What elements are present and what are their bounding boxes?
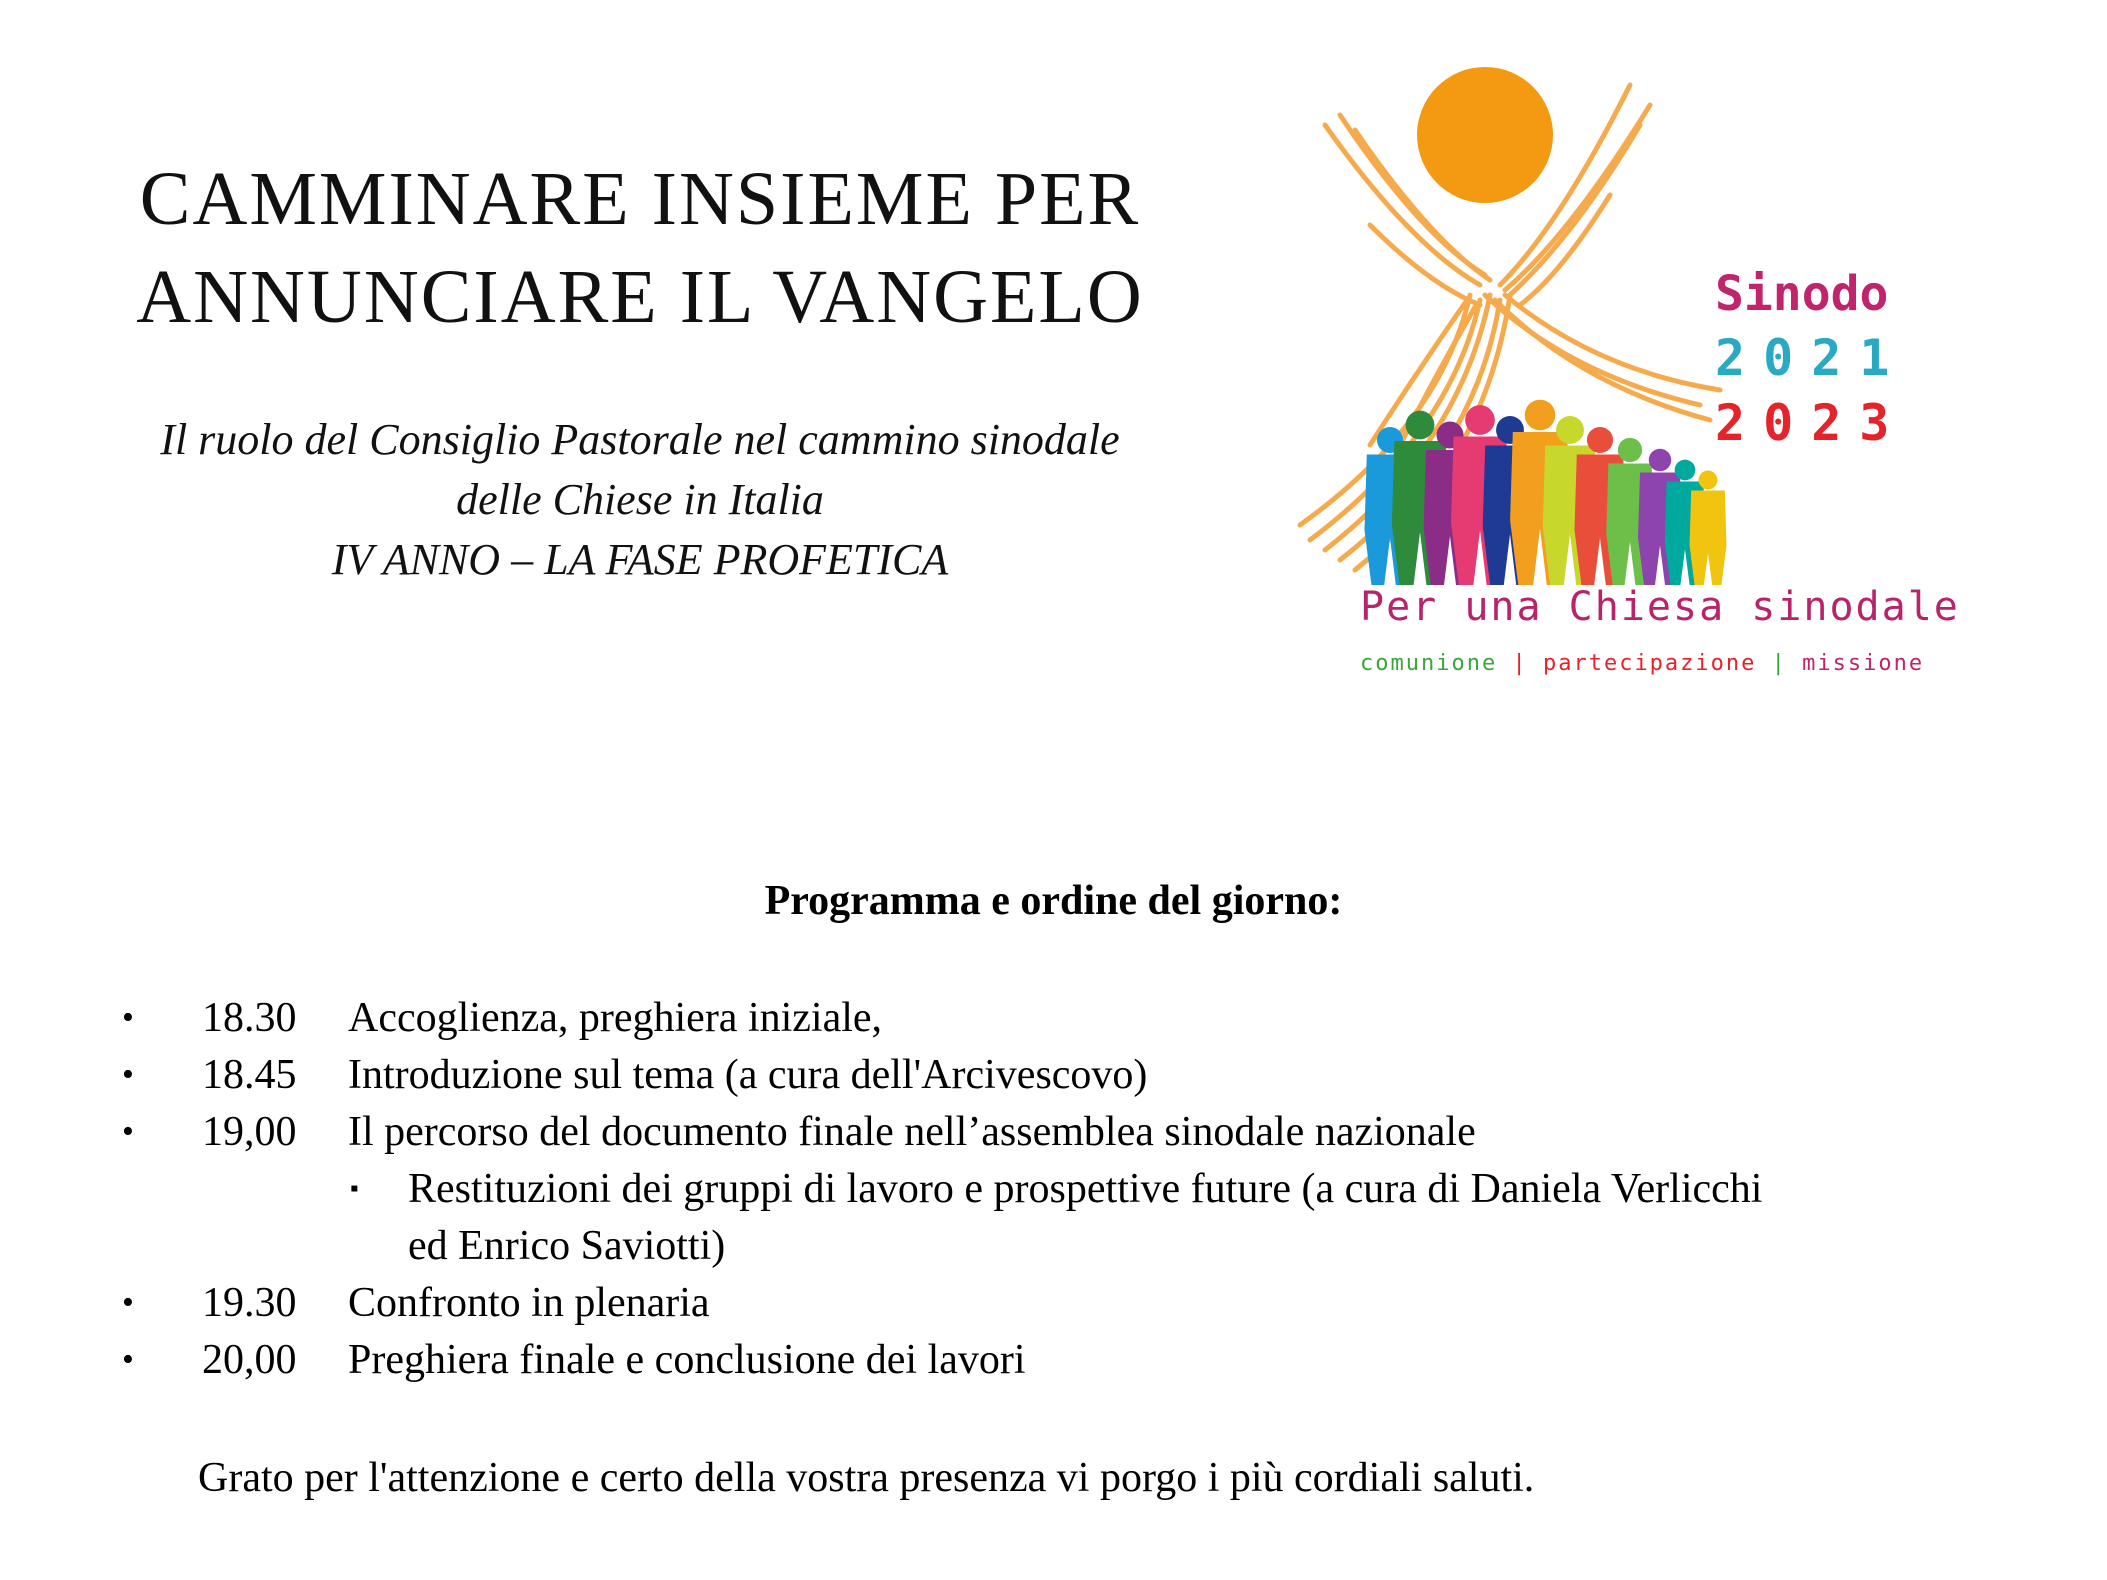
- figure-head: [1465, 405, 1495, 435]
- item-text: Confronto in plenaria: [348, 1280, 710, 1326]
- figure-body: [1690, 491, 1727, 586]
- people-figures-icon: [1364, 400, 1726, 585]
- bullet: •: [122, 999, 134, 1036]
- figure-head: [1406, 411, 1435, 440]
- figure-head: [1699, 471, 1718, 490]
- bullet: •: [122, 1341, 134, 1378]
- figure-head: [1618, 438, 1642, 462]
- closing-text: Grato per l'attenzione e certo della vostra presenza vi porgo i più cordiali saluti.: [198, 1455, 1535, 1501]
- item-text: Preghiera finale e conclusione dei lavori: [348, 1337, 1026, 1383]
- program-heading: Programma e ordine del giorno:: [764, 878, 1343, 924]
- sub-bullet: ▪: [350, 1176, 359, 1202]
- item-time: 19.30: [202, 1280, 297, 1326]
- page-title: [40, 150, 1240, 346]
- figure-head: [1649, 449, 1672, 472]
- logo-word: Sinodo: [1715, 266, 1889, 322]
- figure-head: [1587, 427, 1613, 453]
- title-line-2: ANNUNCIARE IL VANGELO: [136, 255, 1144, 339]
- item-time: 18.30: [202, 995, 297, 1041]
- item-time: 19,00: [202, 1109, 297, 1155]
- sub-item-text-line-1: Restituzioni dei gruppi di lavoro e prospettive future (a cura di Daniela Verlicchi: [408, 1166, 1763, 1212]
- subtitle-line-3: IV ANNO – LA FASE PROFETICA: [331, 535, 949, 584]
- figure-head: [1556, 416, 1584, 444]
- logo-year-2: 2023: [1715, 394, 1908, 452]
- title-line-1: CAMMINARE INSIEME PER: [139, 157, 1141, 241]
- logo-words: [1360, 651, 1924, 676]
- sub-item-text-line-2: ed Enrico Saviotti): [408, 1223, 726, 1269]
- item-text: Il percorso del documento finale nell’assemblea sinodale nazionale: [348, 1109, 1476, 1155]
- sun-icon: [1417, 67, 1553, 203]
- item-time: 18.45: [202, 1052, 297, 1098]
- bullet: •: [122, 1113, 134, 1150]
- logo-tagline: Per una Chiesa sinodale: [1360, 584, 1960, 630]
- figure-head: [1525, 400, 1556, 431]
- logo-word-missione: missione: [1802, 651, 1925, 676]
- logo-separator-2: |: [1771, 651, 1787, 676]
- item-text: Introduzione sul tema (a cura dell'Arcivescovo): [348, 1052, 1148, 1098]
- bullet: •: [122, 1056, 134, 1093]
- logo-word-comunione: comunione: [1360, 651, 1498, 676]
- synod-logo: [1230, 45, 2050, 705]
- bullet: •: [122, 1284, 134, 1321]
- figure-head: [1675, 460, 1696, 481]
- page-subtitle: [40, 410, 1240, 590]
- item-text: Accoglienza, preghiera iniziale,: [348, 995, 883, 1041]
- item-time: 20,00: [202, 1337, 297, 1383]
- logo-word-partecipazione: partecipazione: [1542, 651, 1757, 676]
- logo-separator-1: |: [1512, 651, 1528, 676]
- logo-year-1: 2021: [1715, 329, 1908, 387]
- subtitle-line-2: delle Chiese in Italia: [456, 475, 824, 524]
- subtitle-line-1: Il ruolo del Consiglio Pastorale nel cammino sinodale: [160, 415, 1120, 464]
